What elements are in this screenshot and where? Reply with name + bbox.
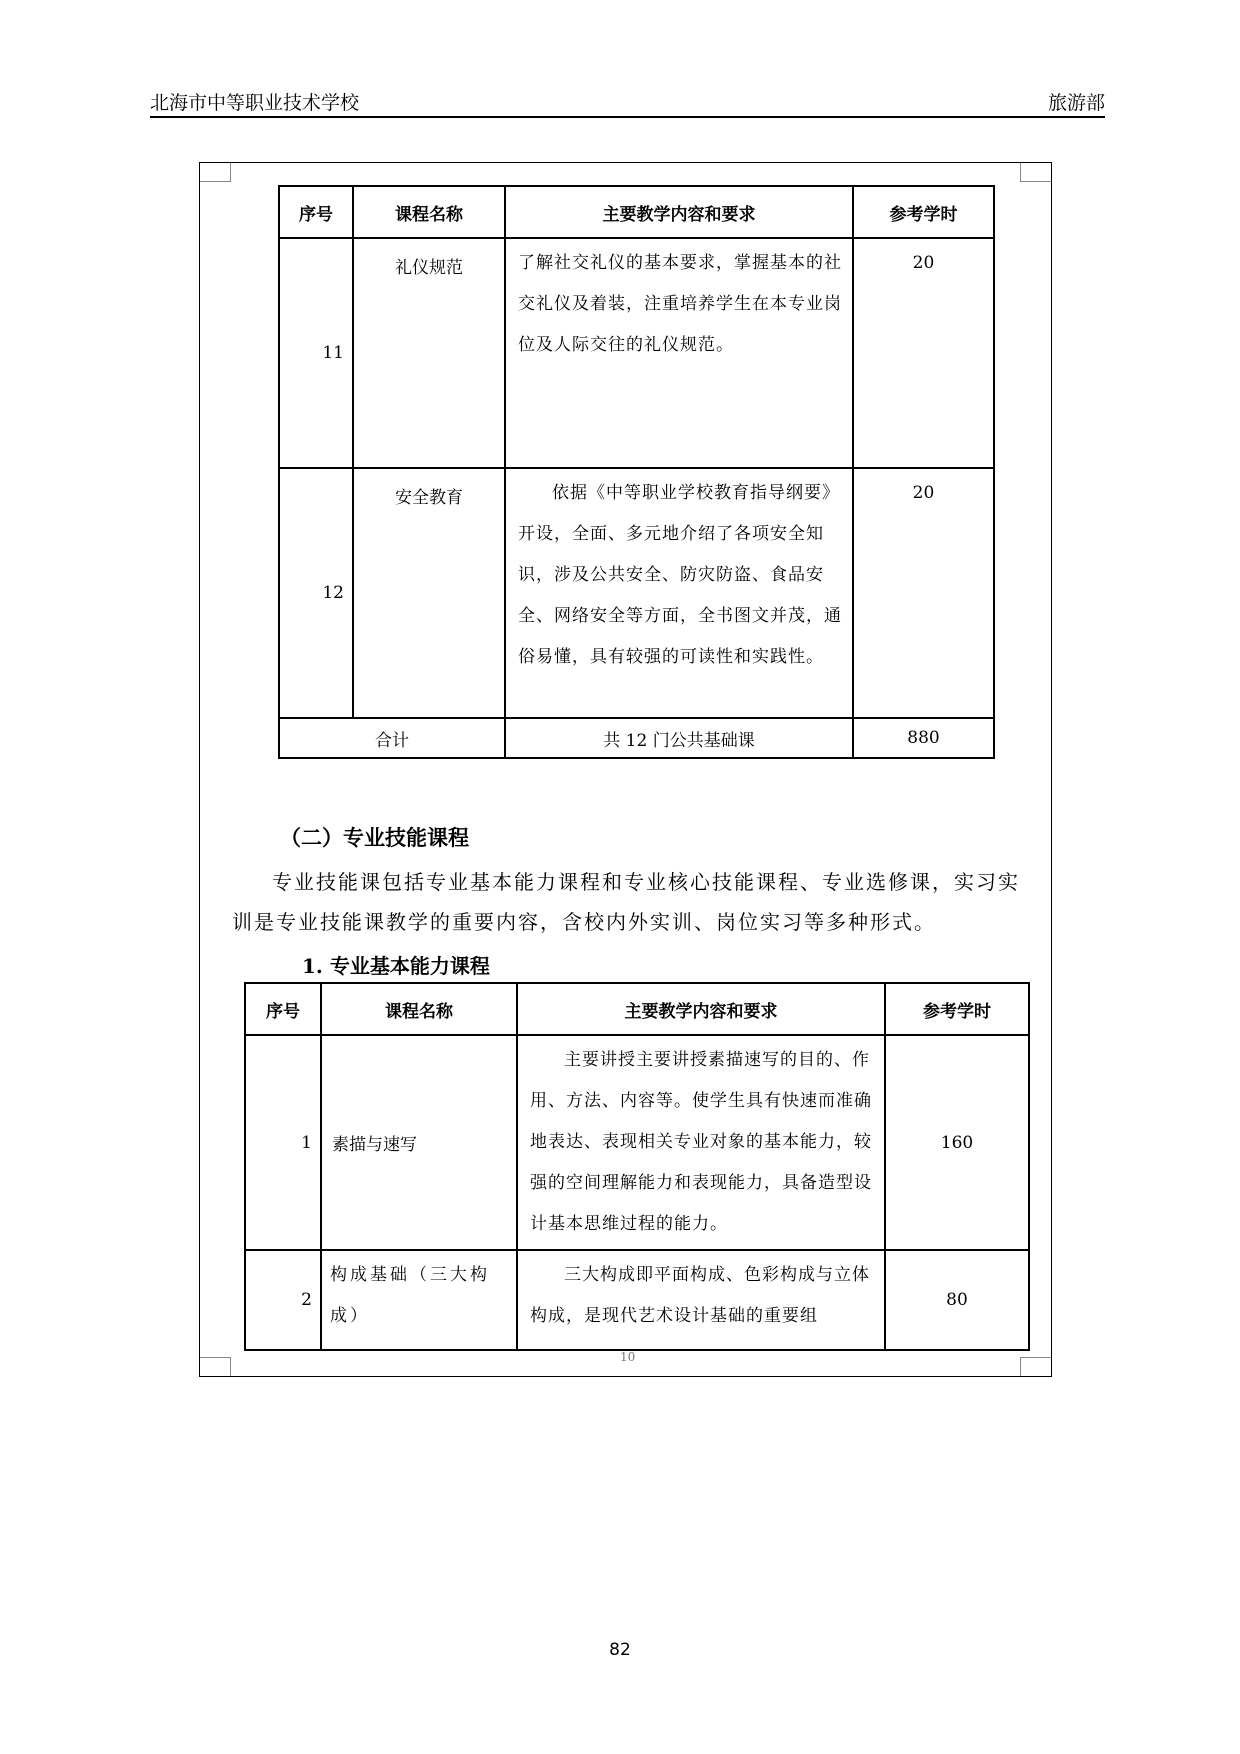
professional-course-table <box>244 982 1030 1351</box>
col-header-hours: 参考学时 <box>885 983 1029 1035</box>
section-title: （二）专业技能课程 <box>280 825 469 850</box>
public-course-table <box>278 185 995 759</box>
paragraph-text: 专业技能课包括专业基本能力课程和专业核心技能课程、专业选修课，实习实训是专业技能课教学的重要内容，含校内外实训、岗位实习等多种形式。 <box>232 870 1020 934</box>
table-row <box>245 1035 1029 1250</box>
row-no: 2 <box>245 1250 321 1350</box>
row-hours: 80 <box>885 1250 1029 1350</box>
col-header-name: 课程名称 <box>353 186 505 238</box>
total-hours: 880 <box>853 718 994 758</box>
row-hours: 20 <box>853 238 994 468</box>
table-row <box>279 468 994 718</box>
row-name: 安全教育 <box>353 468 505 718</box>
table-total-row <box>279 718 994 758</box>
row-content: 依据《中等职业学校教育指导纲要》开设，全面、多元地介绍了各项安全知识，涉及公共安全、防灾防盗、食品安全、网络安全等方面，全书图文并茂，通俗易懂，具有较强的可读性和实践性。 <box>505 468 853 718</box>
department-name: 旅游部 <box>1047 92 1105 114</box>
row-content-text: 三大构成即平面构成、色彩构成与立体构成，是现代艺术设计基础的重要组 <box>530 1265 870 1326</box>
subsection-title: 1. 专业基本能力课程 <box>302 954 490 978</box>
col-header-no: 序号 <box>245 983 321 1035</box>
table-row <box>245 1250 1029 1350</box>
row-content: 了解社交礼仪的基本要求，掌握基本的社交礼仪及着装，注重培养学生在本专业岗位及人际交往的礼仪规范。 <box>505 238 853 468</box>
row-no: 1 <box>245 1035 321 1250</box>
school-name: 北海市中等职业技术学校 <box>150 92 360 114</box>
col-header-no: 序号 <box>279 186 353 238</box>
section-paragraph <box>232 862 1032 942</box>
row-name: 构成基础（三大构成） <box>321 1250 517 1350</box>
page-number: 82 <box>609 1640 631 1660</box>
row-no: 11 <box>279 238 353 468</box>
table-header-row <box>279 186 994 238</box>
corner-mark <box>200 163 231 182</box>
corner-mark <box>200 1357 231 1376</box>
row-name: 礼仪规范 <box>353 238 505 468</box>
row-hours: 20 <box>853 468 994 718</box>
col-header-content: 主要教学内容和要求 <box>517 983 885 1035</box>
row-hours: 160 <box>885 1035 1029 1250</box>
col-header-name: 课程名称 <box>321 983 517 1035</box>
embedded-page-number: 10 <box>620 1350 636 1364</box>
row-content <box>517 1250 885 1350</box>
row-no: 12 <box>279 468 353 718</box>
table-header-row <box>245 983 1029 1035</box>
table-row <box>279 238 994 468</box>
col-header-content: 主要教学内容和要求 <box>505 186 853 238</box>
col-header-hours: 参考学时 <box>853 186 994 238</box>
corner-mark <box>1020 1357 1051 1376</box>
row-name: 素描与速写 <box>321 1035 517 1250</box>
total-label: 合计 <box>279 718 505 758</box>
total-content: 共 12 门公共基础课 <box>505 718 853 758</box>
row-content: 主要讲授主要讲授素描速写的目的、作用、方法、内容等。使学生具有快速而准确地表达、表现相关专业对象的基本能力，较强的空间理解能力和表现能力，具备造型设计基本思维过程的能力。 <box>517 1035 885 1250</box>
page-header <box>150 88 1105 118</box>
corner-mark <box>1020 163 1051 182</box>
